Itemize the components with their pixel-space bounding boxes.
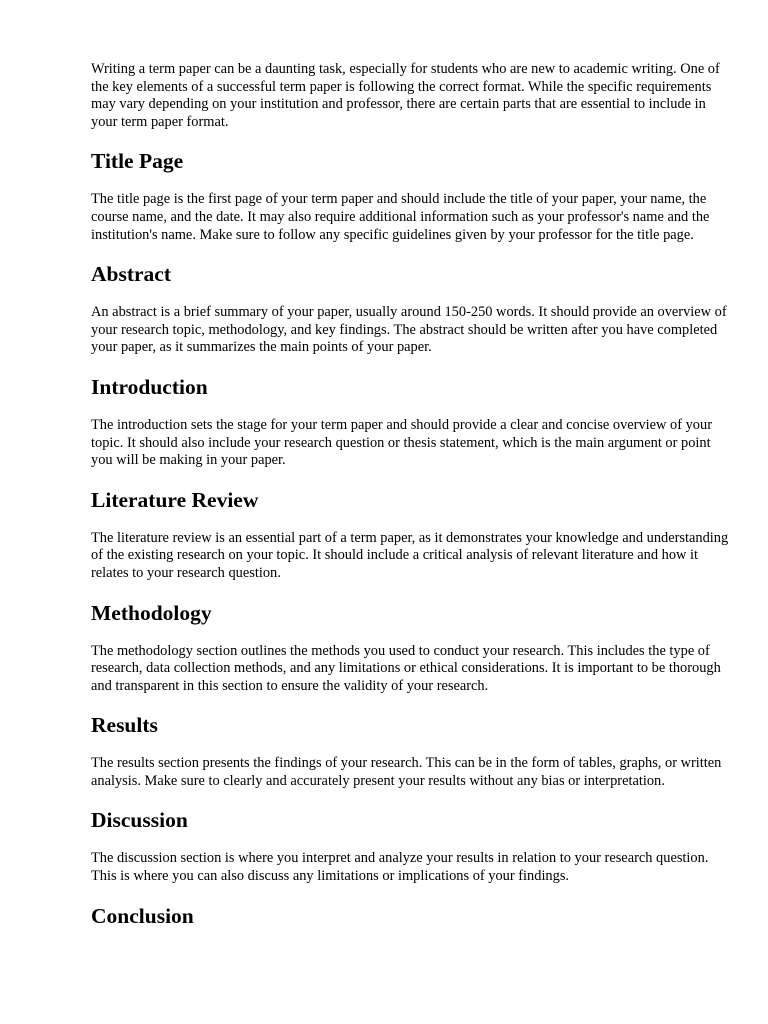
paragraph-title-page: The title page is the first page of your term paper and should include the title of your paper, your name, the course name, and the date. It may also require additional information such as your professor's name and the institution's name. Make sure to follow any specific guidelines given by your professor for the title page. — [91, 191, 710, 243]
paragraph-abstract: An abstract is a brief summary of your paper, usually around 150-250 words. It should provide an overview of your research topic, methodology, and key findings. The abstract should be written after you have completed your paper, as it summarizes the main points of your paper. — [91, 304, 727, 356]
heading-literature-review: Literature Review — [91, 487, 259, 512]
document-page — [91, 61, 729, 929]
heading-title-page: Title Page — [91, 149, 184, 174]
heading-results: Results — [91, 713, 158, 738]
paragraph-methodology: The methodology section outlines the methods you used to conduct your research. This includes the type of research, data collection methods, and any limitations or ethical considerations. It is important to be thorough and transparent in this section to ensure the validity of your research. — [91, 642, 721, 694]
paragraph-literature-review: The literature review is an essential part of a term paper, as it demonstrates your knowledge and understanding of the existing research on your topic. It should include a critical analysis of relevant literature and how it relates to your research question. — [91, 529, 729, 581]
heading-methodology: Methodology — [91, 600, 212, 625]
heading-abstract: Abstract — [91, 262, 172, 287]
heading-discussion: Discussion — [91, 808, 188, 833]
paragraph-results: The results section presents the findings of your research. This can be in the form of tables, graphs, or written analysis. Make sure to clearly and accurately present your results without any bias or interpretation. — [91, 755, 722, 789]
paragraph-introduction: The introduction sets the stage for your term paper and should provide a clear and concise overview of your topic. It should also include your research question or thesis statement, which is the main argument or point you will be making in your paper. — [91, 416, 712, 469]
paragraph-discussion: The discussion section is where you interpret and analyze your results in relation to your research question. This is where you can also discuss any limitations or implications of your findings. — [91, 850, 709, 885]
heading-conclusion: Conclusion — [91, 903, 194, 928]
heading-introduction: Introduction — [91, 374, 208, 399]
intro-paragraph: Writing a term paper can be a daunting task, especially for students who are new to academic writing. One of the key elements of a successful term paper is following the correct format. While the specific requirements may vary depending on your institution and professor, there are certain parts that are essential to include in your term paper format. — [91, 61, 720, 130]
